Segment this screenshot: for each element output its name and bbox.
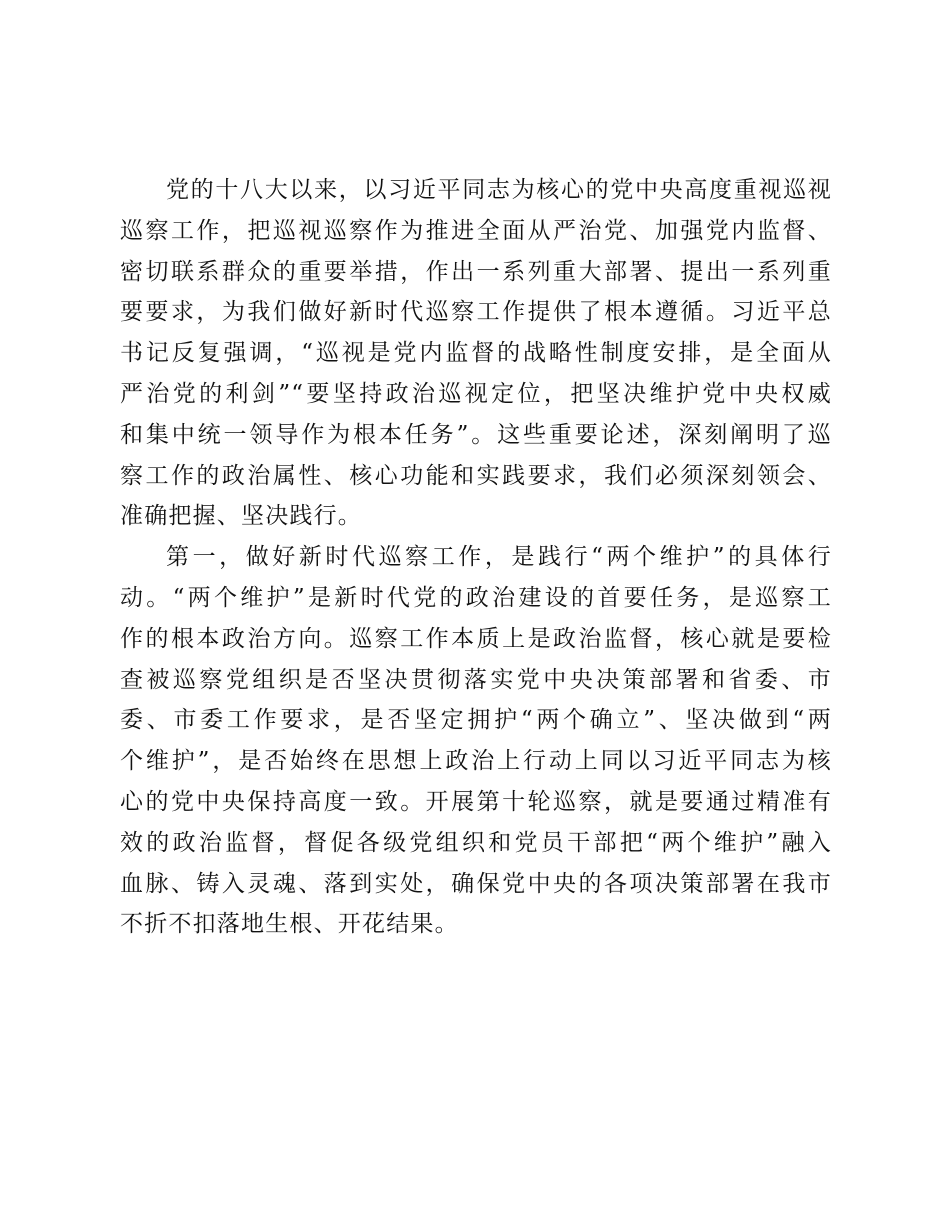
text-line: 党的十八大以来，以习近平同志为核心的党中央高度重视巡视: [166, 177, 832, 203]
text-line: 动。“两个维护”是新时代党的政治建设的首要任务，是巡察工: [120, 584, 832, 611]
document-body: [120, 170, 832, 945]
text-line: 严治党的利剑”“要坚持政治巡视定位，把坚决维护党中央权威: [120, 380, 832, 407]
text-line: 个维护”，是否始终在思想上政治上行动上同以习近平同志为核: [120, 748, 832, 775]
text-line: 作的根本政治方向。巡察工作本质上是政治监督，核心就是要检: [120, 625, 832, 652]
text-line: 查被巡察党组织是否坚决贯彻落实党中央决策部署和省委、市: [120, 666, 832, 693]
text-line: 第一，做好新时代巡察工作，是践行“两个维护”的具体行: [166, 544, 832, 571]
text-line: 效的政治监督，督促各级党组织和党员干部把“两个维护”融入: [120, 829, 832, 856]
text-line: 和集中统一领导作为根本任务”。这些重要论述，深刻阐明了巡: [120, 421, 832, 448]
paragraph-1: [120, 170, 832, 537]
paragraph-2: [120, 537, 832, 945]
text-line: 巡察工作，把巡视巡察作为推进全面从严治党、加强党内监督、: [120, 217, 832, 244]
text-line: 准确把握、坚决践行。: [120, 503, 362, 530]
text-line: 不折不扣落地生根、开花结果。: [120, 911, 459, 938]
text-line: 委、市委工作要求，是否坚定拥护“两个确立”、坚决做到“两: [120, 707, 832, 734]
text-line: 密切联系群众的重要举措，作出一系列重大部署、提出一系列重: [120, 258, 832, 285]
text-line: 心的党中央保持高度一致。开展第十轮巡察，就是要通过精准有: [120, 788, 832, 815]
text-line: 血脉、铸入灵魂、落到实处，确保党中央的各项决策部署在我市: [120, 870, 832, 897]
text-line: 察工作的政治属性、核心功能和实践要求，我们必须深刻领会、: [120, 462, 832, 489]
text-line: 要要求，为我们做好新时代巡察工作提供了根本遵循。习近平总: [120, 299, 832, 326]
text-line: 书记反复强调，“巡视是党内监督的战略性制度安排，是全面从: [120, 340, 832, 367]
